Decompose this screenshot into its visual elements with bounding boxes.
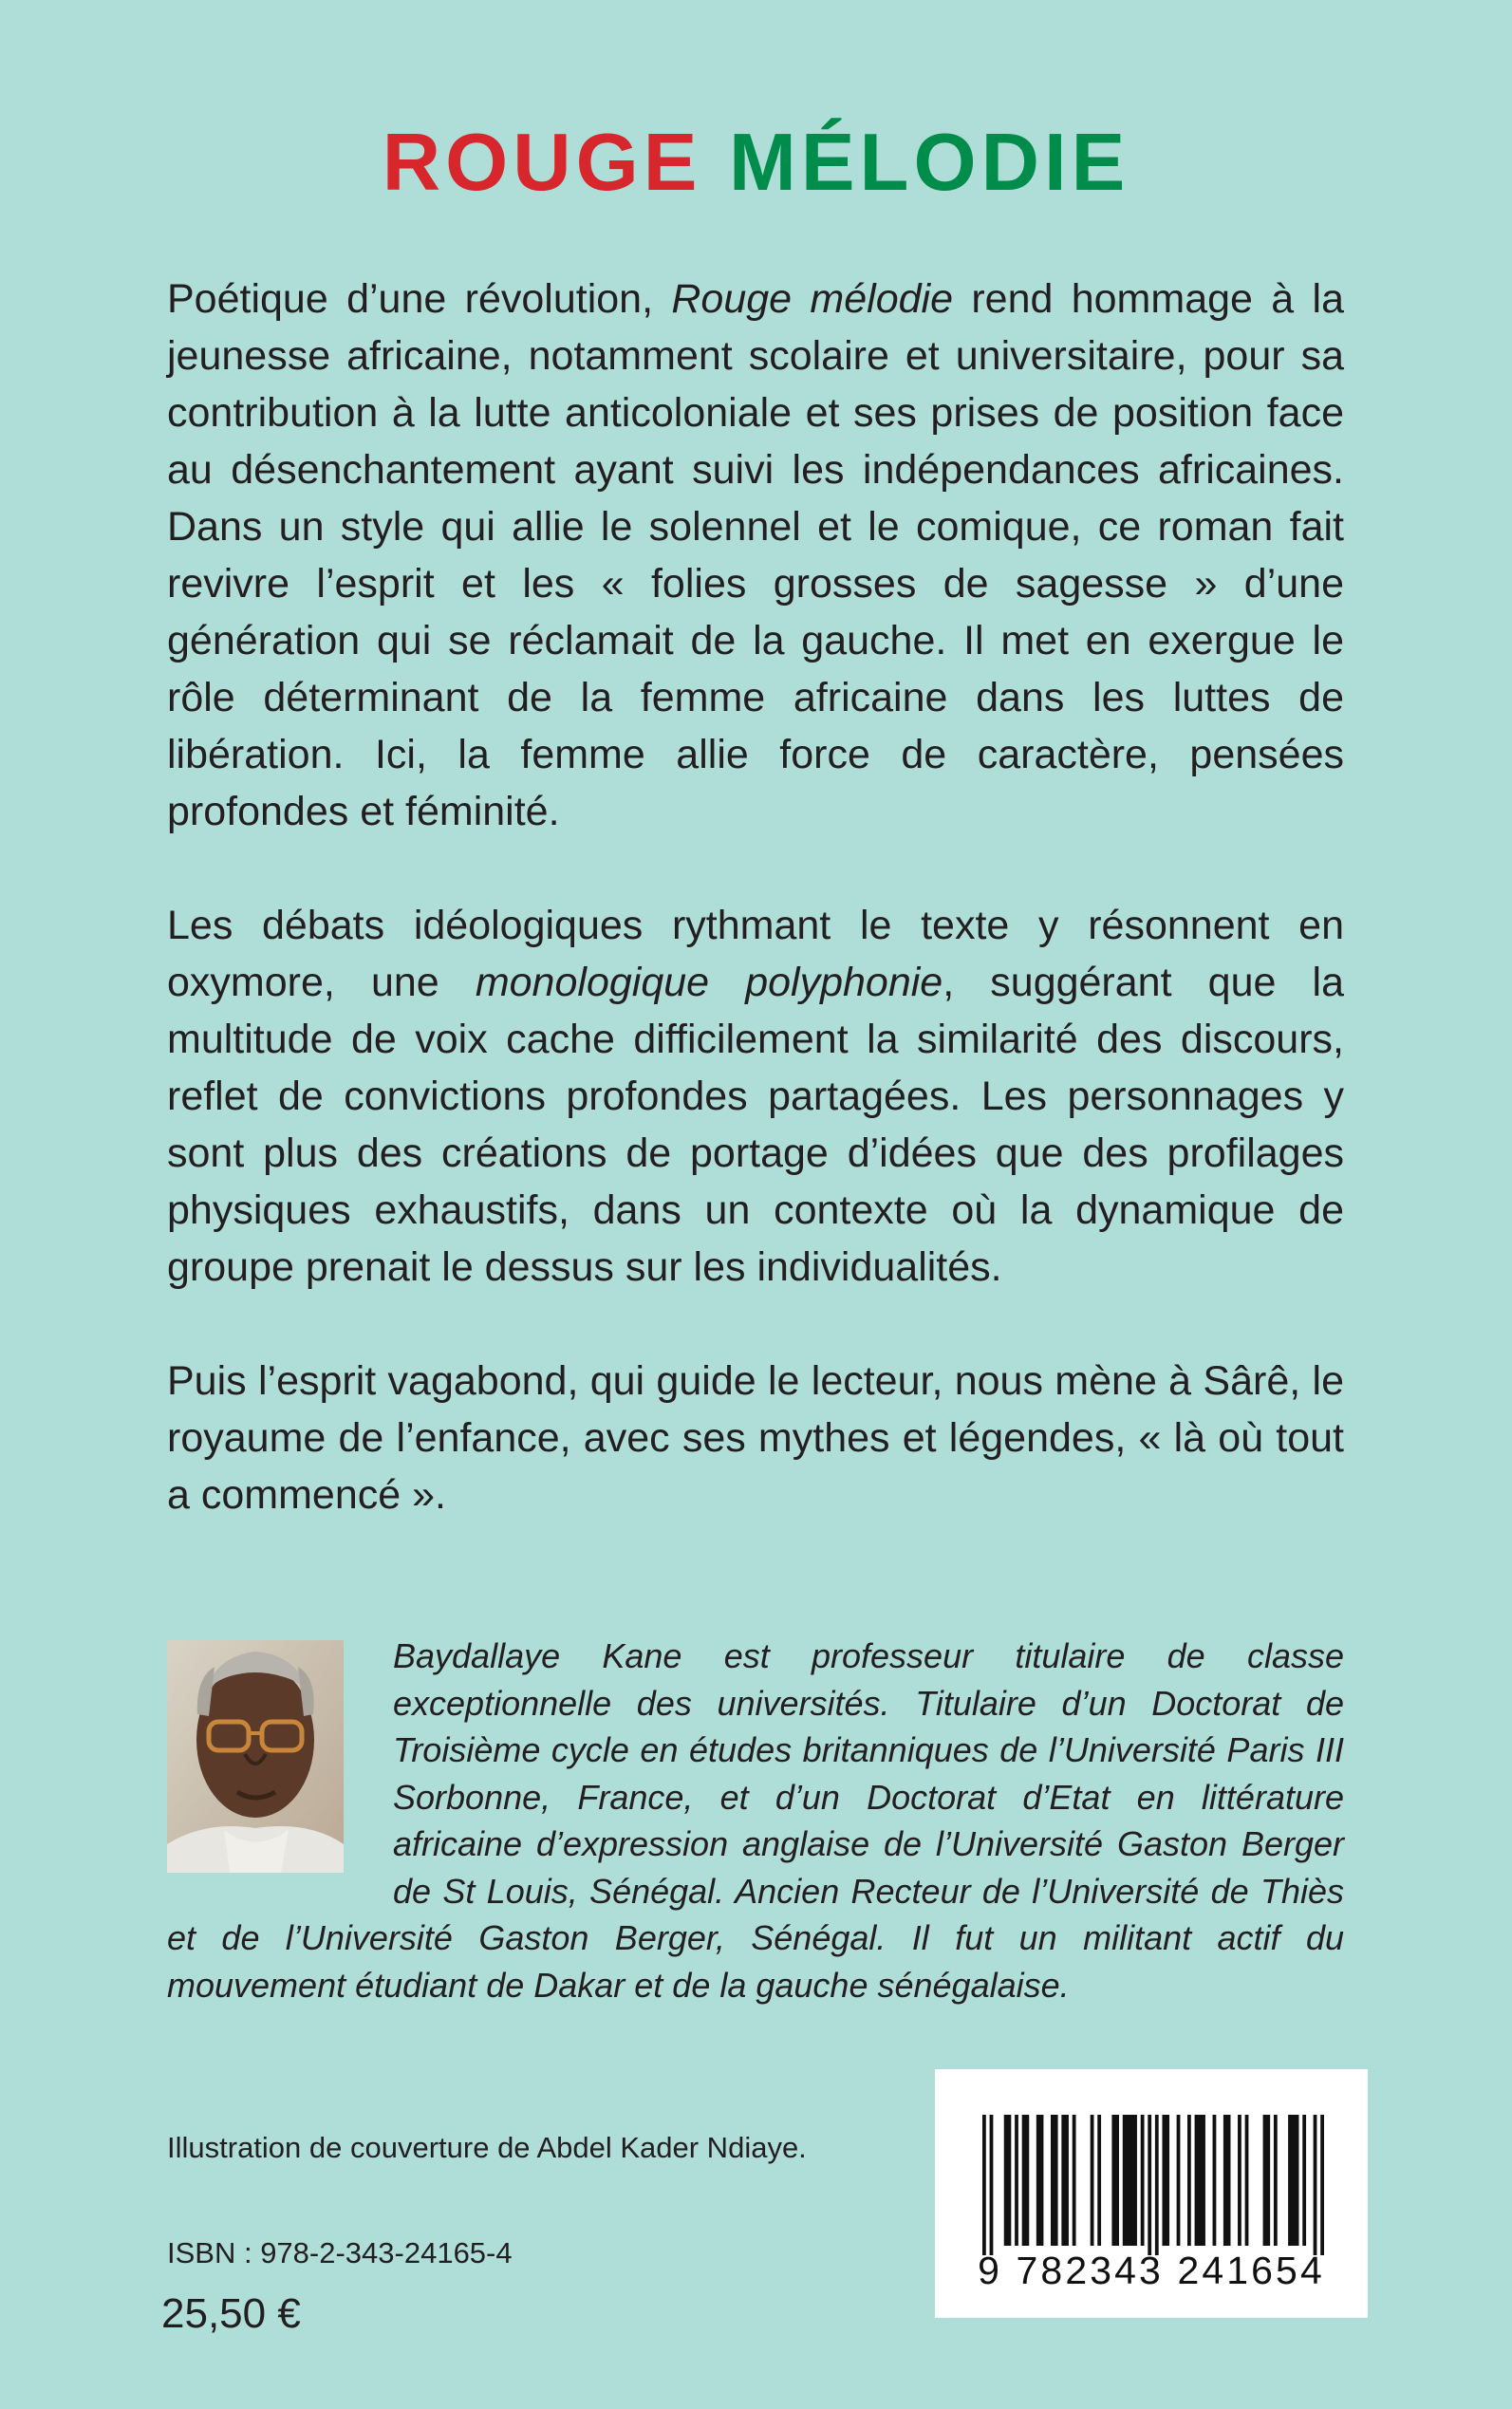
barcode-icon: [982, 2115, 1324, 2255]
barcode-bar: [1051, 2115, 1058, 2246]
p1-text-start: Poétique d’une révolution,: [167, 276, 672, 322]
barcode-bar: [1238, 2115, 1241, 2246]
barcode-bar: [1288, 2115, 1298, 2246]
barcode-bar: [1187, 2115, 1191, 2246]
barcode-bar: [1302, 2115, 1306, 2246]
barcode-bar: [1015, 2115, 1018, 2246]
barcode-digits: 9 782343 241654: [978, 2249, 1325, 2292]
barcode-bar: [1320, 2115, 1324, 2255]
p1-book-title-italic: Rouge mélodie: [671, 276, 953, 322]
barcode-bar: [1036, 2115, 1044, 2246]
barcode-bar: [1155, 2115, 1159, 2255]
barcode-bar: [982, 2115, 986, 2255]
photo-spacer: [167, 1633, 393, 1910]
barcode-bar: [1162, 2115, 1169, 2246]
synopsis-paragraph-3: Puis l’esprit vagabond, qui guide le lecteur, nous mène à Sârê, le royaume de l’enfance, avec ses mythes et légendes, « là où tout a commencé ».: [167, 1358, 1344, 1518]
p1-text-end: rend hommage à la jeunesse africaine, notamment scolaire et universitaire, pour sa contribution à la lutte anticoloniale et ses prises de position face au désenchantement ayant suivi les indépendances africaines. Dans un style qui allie le solennel et le comique, ce roman fait revivre l’esprit et les « folies grosses de sagesse » d’une génération qui se réclamait de la gauche. Il met en exergue le rôle déterminant de la femme africaine dans les luttes de libération. Ici, la femme allie force de caractère, pensées profondes et féminité.: [167, 276, 1344, 834]
title-word-rouge: ROUGE: [382, 118, 702, 208]
barcode-bar: [990, 2115, 994, 2255]
barcode-bar: [1097, 2115, 1101, 2246]
book-title: [0, 116, 1512, 211]
p2-text-end: , suggérant que la multitude de voix cache difficilement la similarité des discours, reflet de convictions profondes partagées. Les personnages y sont plus des créations de portage d’idées que des profilages physiques exhaustifs, dans un contexte où la dynamique de groupe prenait le dessus sur les individualités.: [167, 960, 1344, 1290]
barcode-bar: [1195, 2115, 1205, 2246]
barcode-bar: [1022, 2115, 1030, 2246]
barcode-bar: [1314, 2115, 1317, 2255]
synopsis-paragraph-2: [167, 897, 1344, 1296]
barcode-bar: [1091, 2115, 1094, 2246]
barcode-bar: [1004, 2115, 1012, 2246]
barcode-bar: [1061, 2115, 1069, 2246]
barcode-box: [935, 2069, 1368, 2318]
barcode-bar: [1245, 2115, 1249, 2246]
title-word-melodie: MÉLODIE: [729, 118, 1130, 208]
barcode-bar: [1223, 2115, 1231, 2246]
barcode-bar: [1263, 2115, 1271, 2246]
author-bio: [167, 1633, 1344, 2008]
illustration-credit: Illustration de couverture de Abdel Kader Ndiaye.: [167, 2131, 807, 2164]
synopsis-paragraph-1: [167, 271, 1344, 840]
barcode-bar: [1213, 2115, 1217, 2246]
isbn-label: ISBN : 978-2-343-24165-4: [167, 2236, 513, 2269]
author-bio-text: Baydallaye Kane est professeur titulaire de classe exceptionnelle des universités. Titulaire d’un Doctorat de Troisième cycle en études britanniques de l’Université Paris III Sorbonne, France, et d’un Doctorat d’Etat en littérature africaine d’expression anglaise de l’Université Gaston Berger de St Louis, Sénégal. Ancien Recteur de l’Université de Thiès et de l’Université Gaston Berger, Sénégal. Il fut un militant actif du mouvement étudiant de Dakar et de la gauche sénégalaise.: [167, 1636, 1344, 2005]
barcode-bar: [1141, 2115, 1145, 2246]
barcode-bar: [1111, 2115, 1119, 2246]
barcode-bar: [1274, 2115, 1278, 2246]
barcode-bar: [1123, 2115, 1137, 2246]
barcode-bar: [1148, 2115, 1151, 2255]
barcode-bar: [1073, 2115, 1076, 2246]
p2-text-start: Les débats idéologiques rythmant le texte y résonnent en oxymore, une: [167, 903, 1344, 1005]
barcode-bar: [1177, 2115, 1181, 2246]
p2-italic-phrase: monologique polyphonie: [475, 960, 943, 1005]
price-label: 25,50 €: [161, 2290, 301, 2337]
